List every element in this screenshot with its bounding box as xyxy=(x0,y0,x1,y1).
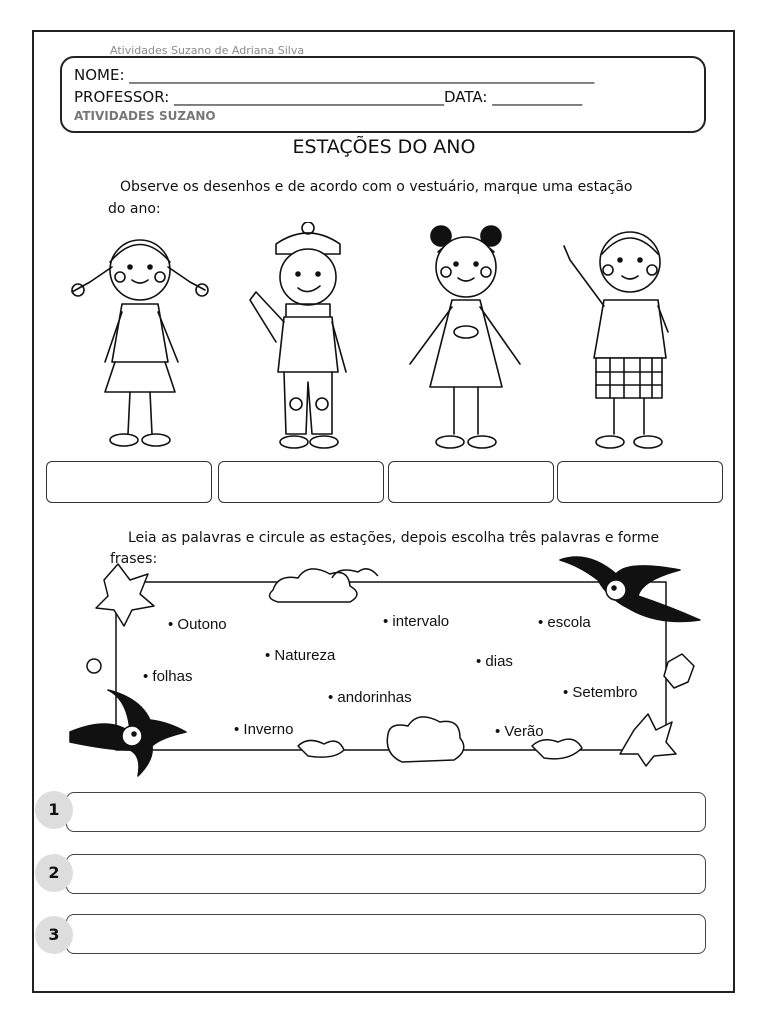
leaf-icon xyxy=(664,654,694,688)
header-subtitle: ATIVIDADES SUZANO xyxy=(74,109,216,123)
page-title: ESTAÇÕES DO ANO xyxy=(292,136,476,158)
watermark-text: Atividades Suzano de Adriana Silva xyxy=(110,44,305,57)
children-illustration xyxy=(60,222,725,462)
boy-waving-figure xyxy=(564,232,668,448)
answer-box-3[interactable] xyxy=(388,461,554,503)
word-item[interactable]: • Verão xyxy=(495,723,544,740)
sentence-number-3: 3 xyxy=(35,916,73,954)
word-frame-illustration xyxy=(68,550,708,780)
sentence-line-1[interactable] xyxy=(66,792,706,832)
sentence-line-3[interactable] xyxy=(66,914,706,954)
sentence-number-1: 1 xyxy=(35,791,73,829)
word-frame-border xyxy=(116,582,666,750)
exercise1-instruction-line1: Observe os desenhos e de acordo com o vestuário, marque uma estação xyxy=(120,179,633,195)
girl-braids-figure xyxy=(72,240,208,446)
word-item[interactable]: • intervalo xyxy=(383,613,450,630)
boy-winter-figure xyxy=(250,222,346,448)
exercise1-instruction-line2: do ano: xyxy=(108,201,161,217)
word-item[interactable]: • Natureza xyxy=(265,647,336,664)
girl-buns-figure xyxy=(410,226,520,448)
answer-box-2[interactable] xyxy=(218,461,384,503)
word-item[interactable]: • folhas xyxy=(143,668,193,685)
word-item[interactable]: • andorinhas xyxy=(328,689,412,706)
exercise2-instruction-line1: Leia as palavras e circule as estações, depois escolha três palavras e forme xyxy=(128,530,660,546)
exercise2-instruction-line2: frases: xyxy=(110,551,158,567)
word-item[interactable]: • Setembro xyxy=(563,684,638,701)
hole-punch-icon xyxy=(87,659,101,673)
sentence-number-2: 2 xyxy=(35,854,73,892)
word-item[interactable]: • escola xyxy=(538,614,591,631)
word-item[interactable]: • Outono xyxy=(168,616,227,633)
answer-box-1[interactable] xyxy=(46,461,212,503)
name-field[interactable]: NOME: ______________________________________________________________ xyxy=(74,66,595,84)
professor-date-field[interactable]: PROFESSOR: ____________________________________DATA: ____________ xyxy=(74,88,583,106)
cloud-icon xyxy=(269,569,357,602)
cloud-icon xyxy=(532,739,582,759)
answer-box-4[interactable] xyxy=(557,461,723,503)
cloud-icon xyxy=(298,740,344,757)
word-item[interactable]: • dias xyxy=(476,653,513,670)
sentence-line-2[interactable] xyxy=(66,854,706,894)
worksheet-border xyxy=(32,30,735,993)
word-item[interactable]: • Inverno xyxy=(234,721,294,738)
